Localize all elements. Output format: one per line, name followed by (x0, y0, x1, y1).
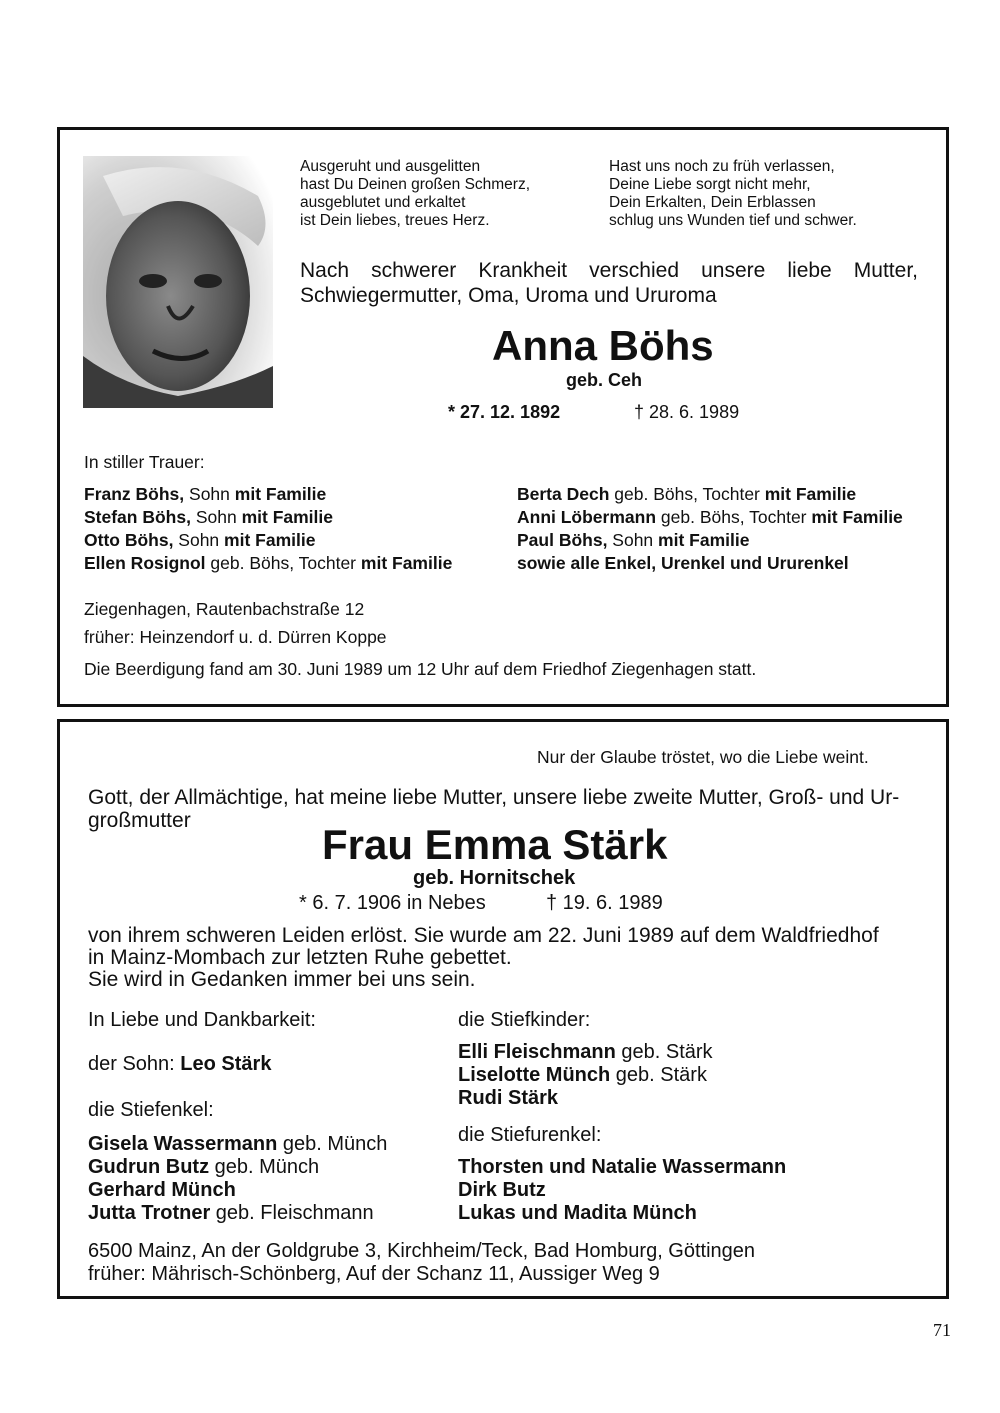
mourner-entry (517, 553, 849, 574)
poem-line: ist Dein liebes, treues Herz. (300, 212, 490, 229)
stepchild (458, 1087, 558, 1110)
mourner-relation: geb. Böhs, Tochter (205, 553, 361, 573)
step-great-grandchildren-label: die Stiefurenkel: (458, 1124, 602, 1146)
relative-name: Gisela Wassermann (88, 1133, 278, 1155)
death-date: † 28. 6. 1989 (634, 402, 740, 422)
poem-line: Dein Erkalten, Dein Erblassen (609, 194, 816, 211)
relative-name: Jutta Trotner (88, 1202, 211, 1224)
poem-line: hast Du Deinen großen Schmerz, (300, 176, 531, 193)
mourner-entry (84, 507, 333, 528)
address: Ziegenhagen, Rautenbachstraße 12 (84, 599, 365, 619)
mourner-family: mit Familie (234, 484, 327, 504)
funeral-info: Die Beerdigung fand am 30. Juni 1989 um 12 Uhr auf dem Friedhof Ziegenhagen statt. (84, 659, 757, 679)
relative-relation: geb. Münch (277, 1133, 388, 1155)
former-address: früher: Mährisch-Schönberg, Auf der Schanz 11, Aussiger Weg 9 (88, 1263, 660, 1285)
body-text: Sie wird in Gedanken immer bei uns sein. (88, 968, 476, 991)
son-entry (88, 1053, 271, 1076)
stepchild (458, 1041, 713, 1064)
mourner-family: mit Familie (360, 553, 453, 573)
relative-relation: geb. Stärk (610, 1064, 707, 1086)
body-text: von ihrem schweren Leiden erlöst. Sie wurde am 22. Juni 1989 auf dem Waldfriedhof (88, 924, 879, 947)
relative-name: Gerhard Münch (88, 1179, 236, 1201)
mourner-name: Berta Dech (517, 484, 610, 504)
mourner-relation: Sohn (184, 484, 235, 504)
maiden-name: geb. Hornitschek (413, 867, 576, 889)
mourner-family: mit Familie (658, 530, 750, 550)
mourner-name: Otto Böhs, (84, 530, 174, 550)
intro-line: Gott, der Allmächtige, hat meine liebe Mutter, unsere liebe zweite Mutter, Groß- und Ur- (88, 786, 900, 809)
mourner-relation: geb. Böhs, Tochter (656, 507, 812, 527)
step-grandchild (88, 1133, 387, 1156)
birth-date: * 27. 12. 1892 (448, 402, 561, 422)
relative-name: Liselotte Münch (458, 1064, 611, 1086)
former-address: früher: Heinzendorf u. d. Dürren Koppe (84, 627, 387, 647)
relative-name: Gudrun Butz (88, 1156, 210, 1178)
intro-line: Schwiegermutter, Oma, Uroma und Ururoma (300, 284, 717, 307)
mourner-family: mit Familie (811, 507, 903, 527)
poem-line: ausgeblutet und erkaltet (300, 194, 466, 211)
step-great-grandchild: Lukas und Madita Münch (458, 1202, 697, 1224)
son-label: der Sohn: (88, 1053, 181, 1075)
page-number: 71 (933, 1320, 951, 1340)
mourner-relation: Sohn (190, 507, 242, 527)
motto: Nur der Glaube tröstet, wo die Liebe weint. (537, 747, 869, 767)
deceased-name: Anna Böhs (492, 322, 714, 369)
mourner-name: Ellen Rosignol (84, 553, 206, 573)
birth-date: * 6. 7. 1906 in Nebes (299, 892, 486, 914)
body-text: in Mainz-Mombach zur letzten Ruhe gebettet. (88, 946, 512, 969)
mourner-relation: geb. Böhs, Tochter (609, 484, 765, 504)
mourner-entry (517, 530, 749, 551)
step-grandchild (88, 1202, 374, 1225)
poem-right (609, 158, 857, 230)
son-name: Leo Stärk (180, 1053, 272, 1075)
poem-line: Hast uns noch zu früh verlassen, (609, 158, 835, 175)
deceased-name: Frau Emma Stärk (322, 821, 668, 868)
step-grandchild (88, 1156, 319, 1179)
step-great-grandchild: Dirk Butz (458, 1179, 546, 1201)
relative-relation: geb. Stärk (615, 1041, 713, 1063)
poem-left (300, 158, 530, 230)
mourner-name: Paul Böhs, (517, 530, 608, 550)
mourner-relation: Sohn (173, 530, 225, 550)
mourner-name: sowie alle Enkel, Urenkel und Ururenkel (517, 553, 849, 573)
poem-line: Ausgeruht und ausgelitten (300, 158, 481, 175)
mourner-entry (84, 530, 315, 551)
mourner-family: mit Familie (764, 484, 857, 504)
maiden-name: geb. Ceh (566, 370, 643, 390)
relative-relation: geb. Münch (209, 1156, 320, 1178)
mourner-entry (84, 484, 326, 505)
poem-line: schlug uns Wunden tief und schwer. (609, 212, 857, 229)
mourner-name: Franz Böhs, (84, 484, 185, 504)
mourner-entry (517, 507, 903, 528)
intro-line: großmutter (88, 809, 191, 832)
intro-line: Nach schwerer Krankheit verschied unsere liebe Mutter, (300, 259, 918, 282)
stepchildren-label: die Stiefkinder: (458, 1009, 591, 1031)
relative-name: Rudi Stärk (458, 1087, 559, 1109)
mourner-family: mit Familie (224, 530, 316, 550)
step-great-grandchild: Thorsten und Natalie Wassermann (458, 1156, 787, 1178)
mourner-entry (84, 553, 452, 574)
mourning-label: In stiller Trauer: (84, 452, 205, 472)
mourner-relation: Sohn (607, 530, 659, 550)
mourner-name: Anni Löbermann (517, 507, 657, 527)
step-grandchildren-label: die Stiefenkel: (88, 1099, 214, 1121)
mourner-name: Stefan Böhs, (84, 507, 191, 527)
poem-line: Deine Liebe sorgt nicht mehr, (609, 176, 811, 193)
death-date: † 19. 6. 1989 (546, 892, 663, 914)
mourner-family: mit Familie (241, 507, 333, 527)
relative-relation: geb. Fleischmann (210, 1202, 374, 1224)
mourner-entry (517, 484, 856, 505)
portrait-photo (83, 156, 273, 408)
gratitude-label: In Liebe und Dankbarkeit: (88, 1009, 316, 1031)
relative-name: Elli Fleischmann (458, 1041, 616, 1063)
stepchild (458, 1064, 707, 1087)
step-grandchild (88, 1179, 236, 1202)
address: 6500 Mainz, An der Goldgrube 3, Kirchheim/Teck, Bad Homburg, Göttingen (88, 1240, 756, 1262)
